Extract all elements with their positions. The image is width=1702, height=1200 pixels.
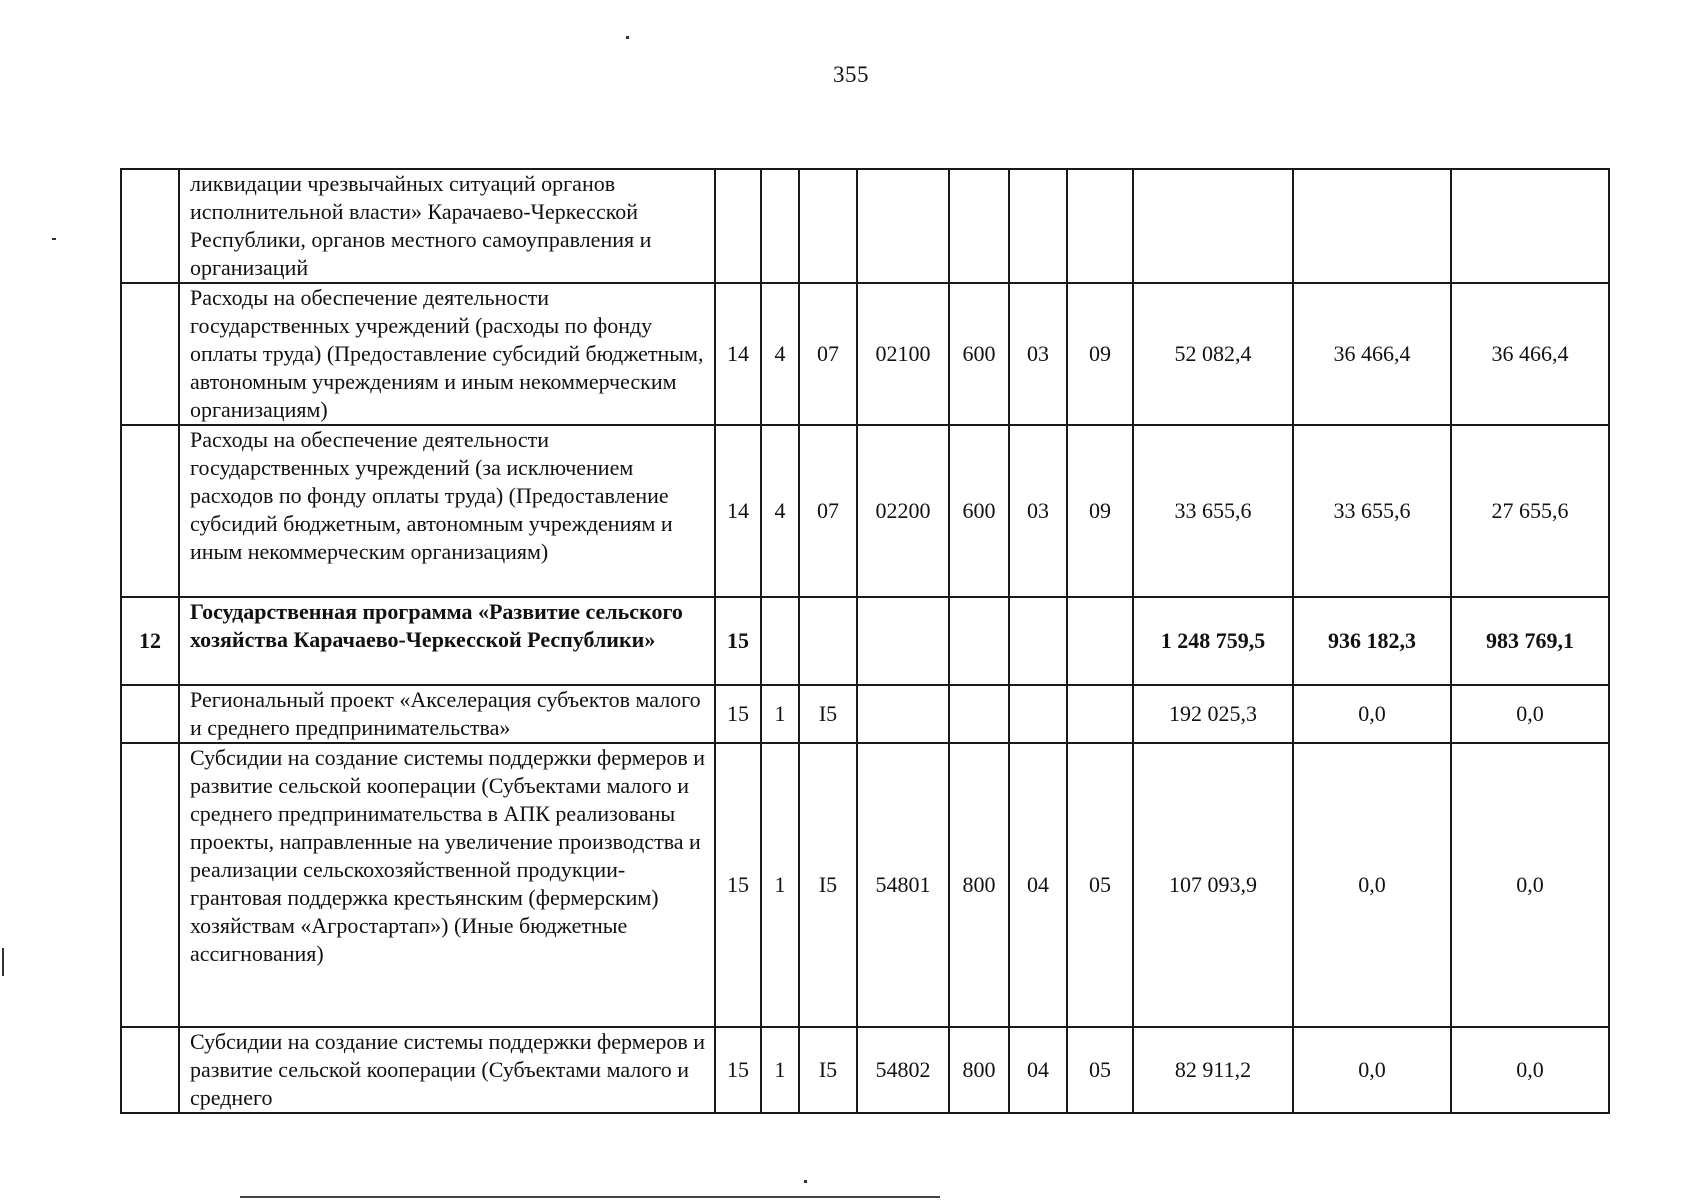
- table-row: [121, 283, 1609, 425]
- amount-col-3: 27 655,6: [1451, 425, 1609, 597]
- code-col-2: [761, 169, 799, 283]
- code-col-3: I5: [799, 685, 857, 743]
- scan-mark-dot-bottom: [804, 1180, 807, 1183]
- code-col-1: 15: [715, 743, 761, 1027]
- budget-table: [120, 168, 1610, 1114]
- amount-col-3: 0,0: [1451, 1027, 1609, 1113]
- code-col-3: I5: [799, 743, 857, 1027]
- amount-col-1: 107 093,9: [1133, 743, 1293, 1027]
- scan-mark-edge: [2, 948, 4, 976]
- amount-col-1: 82 911,2: [1133, 1027, 1293, 1113]
- table-row: [121, 685, 1609, 743]
- code-col-1: 15: [715, 597, 761, 685]
- amount-col-3: 983 769,1: [1451, 597, 1609, 685]
- code-col-7: 05: [1067, 1027, 1133, 1113]
- bottom-rule: [240, 1196, 940, 1198]
- page-number: 355: [833, 62, 869, 87]
- amount-col-2: 0,0: [1293, 685, 1451, 743]
- table-row: [121, 743, 1609, 1027]
- code-col-4: [857, 597, 949, 685]
- code-col-4: [857, 169, 949, 283]
- amount-col-2: 936 182,3: [1293, 597, 1451, 685]
- code-col-4: 02200: [857, 425, 949, 597]
- code-col-6: [1009, 685, 1067, 743]
- amount-col-1: 192 025,3: [1133, 685, 1293, 743]
- table-row: [121, 1027, 1609, 1113]
- amount-col-2: 36 466,4: [1293, 283, 1451, 425]
- code-col-5: [949, 169, 1009, 283]
- row-number: [121, 425, 179, 597]
- amount-col-1: 1 248 759,5: [1133, 597, 1293, 685]
- code-col-1: 14: [715, 425, 761, 597]
- code-col-7: [1067, 597, 1133, 685]
- code-col-2: 4: [761, 425, 799, 597]
- code-col-4: 02100: [857, 283, 949, 425]
- row-description: ликвидации чрезвычайных ситуаций органов исполнительной власти» Карачаево-Черкесской Республики, органов местного самоуправления и организаций: [179, 169, 715, 283]
- code-col-7: [1067, 169, 1133, 283]
- row-description: Государственная программа «Развитие сельского хозяйства Карачаево-Черкесской Республики»: [179, 597, 715, 685]
- row-description: Субсидии на создание системы поддержки фермеров и развитие сельской кооперации (Субъектами малого и среднего предпринимательства в АПК реализованы проекты, направленные на увеличение производства и реализации сельскохозяйственной продукции-грантовая поддержка крестьянским (фермерским) хозяйствам «Агростартап») (Иные бюджетные ассигнования): [179, 743, 715, 1027]
- row-number: [121, 685, 179, 743]
- code-col-6: [1009, 597, 1067, 685]
- code-col-6: 03: [1009, 283, 1067, 425]
- code-col-5: 600: [949, 425, 1009, 597]
- code-col-3: [799, 597, 857, 685]
- row-number: [121, 743, 179, 1027]
- amount-col-1: 52 082,4: [1133, 283, 1293, 425]
- code-col-5: 600: [949, 283, 1009, 425]
- code-col-2: 4: [761, 283, 799, 425]
- code-col-5: [949, 685, 1009, 743]
- table-body: [121, 169, 1609, 1113]
- code-col-3: [799, 169, 857, 283]
- row-description: Региональный проект «Акселерация субъектов малого и среднего предпринимательства»: [179, 685, 715, 743]
- table-row: [121, 425, 1609, 597]
- table-row: [121, 169, 1609, 283]
- code-col-1: 15: [715, 1027, 761, 1113]
- row-number: [121, 283, 179, 425]
- code-col-6: 03: [1009, 425, 1067, 597]
- scan-mark-left: [52, 238, 56, 240]
- scan-mark-dot: [626, 36, 629, 39]
- code-col-4: [857, 685, 949, 743]
- row-number: 12: [121, 597, 179, 685]
- code-col-6: 04: [1009, 743, 1067, 1027]
- code-col-1: 14: [715, 283, 761, 425]
- code-col-5: [949, 597, 1009, 685]
- code-col-2: 1: [761, 1027, 799, 1113]
- code-col-7: 09: [1067, 283, 1133, 425]
- code-col-2: [761, 597, 799, 685]
- amount-col-2: 33 655,6: [1293, 425, 1451, 597]
- amount-col-3: 0,0: [1451, 743, 1609, 1027]
- table-row: [121, 597, 1609, 685]
- row-number: [121, 1027, 179, 1113]
- row-description: Расходы на обеспечение деятельности государственных учреждений (расходы по фонду оплаты труда) (Предоставление субсидий бюджетным, автономным учреждениям и иным некоммерческим организациям): [179, 283, 715, 425]
- row-description: Расходы на обеспечение деятельности государственных учреждений (за исключением расходов по фонду оплаты труда) (Предоставление субсидий бюджетным, автономным учреждениям и иным некоммерческим организациям): [179, 425, 715, 597]
- code-col-7: 05: [1067, 743, 1133, 1027]
- row-number: [121, 169, 179, 283]
- code-col-1: [715, 169, 761, 283]
- code-col-5: 800: [949, 1027, 1009, 1113]
- code-col-3: 07: [799, 283, 857, 425]
- code-col-5: 800: [949, 743, 1009, 1027]
- amount-col-3: 36 466,4: [1451, 283, 1609, 425]
- code-col-6: [1009, 169, 1067, 283]
- amount-col-1: 33 655,6: [1133, 425, 1293, 597]
- amount-col-3: [1451, 169, 1609, 283]
- amount-col-3: 0,0: [1451, 685, 1609, 743]
- amount-col-2: [1293, 169, 1451, 283]
- code-col-2: 1: [761, 685, 799, 743]
- amount-col-2: 0,0: [1293, 1027, 1451, 1113]
- code-col-4: 54801: [857, 743, 949, 1027]
- amount-col-2: 0,0: [1293, 743, 1451, 1027]
- code-col-1: 15: [715, 685, 761, 743]
- row-description: Субсидии на создание системы поддержки фермеров и развитие сельской кооперации (Субъектами малого и среднего: [179, 1027, 715, 1113]
- code-col-2: 1: [761, 743, 799, 1027]
- code-col-6: 04: [1009, 1027, 1067, 1113]
- code-col-3: I5: [799, 1027, 857, 1113]
- code-col-3: 07: [799, 425, 857, 597]
- code-col-7: [1067, 685, 1133, 743]
- amount-col-1: [1133, 169, 1293, 283]
- code-col-7: 09: [1067, 425, 1133, 597]
- code-col-4: 54802: [857, 1027, 949, 1113]
